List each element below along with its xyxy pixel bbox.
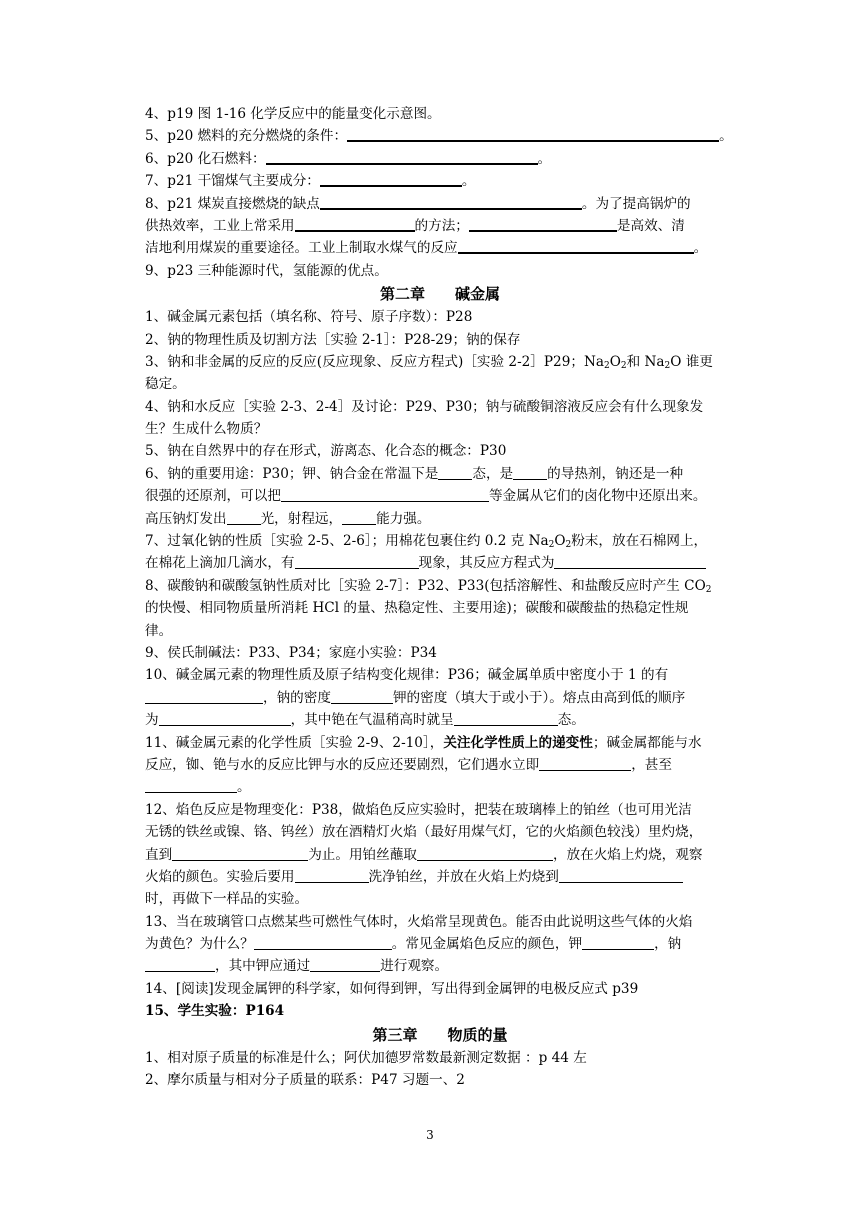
item-c1-6: 6、p20 化石燃料： 。 (145, 150, 552, 167)
item-2-12-cont4: 时，再做下一样品的实验。 (145, 891, 309, 908)
blank (254, 935, 392, 950)
item-2-12-cont: 无锈的铁丝或镍、铬、钨丝）放在酒精灯火焰（最好用煤气灯，它的火焰颜色较浅）里灼烧， (145, 824, 703, 841)
item-2-6-cont2: 高压钠灯发出 光，射程远， 能力强。 (145, 510, 431, 527)
item-c1-7: 7、p21 干馏煤气主要成分： 。 (145, 173, 476, 190)
blank (331, 689, 393, 704)
item-2-13: 13、当在玻璃管口点燃某些可燃性气体时，火焰常呈现黄色。能否由此说明这些气体的火焰 (145, 913, 693, 930)
item-2-8-cont: 的快慢、相同物质量所消耗 HCl 的量、热稳定性、主要用途)；碳酸和碳酸盐的热稳定性规 (145, 600, 689, 617)
item-c1-8-cont: 供热效率，工业上常采用 的方法； 是高效、清 (145, 217, 685, 234)
item-2-8-cont2: 律。 (145, 622, 173, 639)
item-2-8: 8、碳酸钠和碳酸氢钠性质对比［实验 2-7］：P32、P33(包括溶解性、和盐酸反应时产生 $CO_2$ (145, 577, 712, 595)
blank (145, 689, 263, 704)
blank (145, 957, 215, 972)
blank (320, 171, 462, 187)
item-c1-4: 4、p19 图 1-16 化学反应中的能量变化示意图。 (145, 106, 441, 122)
item-2-15: 15、学生实验：P164 (145, 1003, 285, 1020)
item-2-12-cont3: 火焰的颜色。实验后要用 洗净铂丝，并放在火焰上灼烧到 (145, 866, 735, 888)
item-2-5: 5、钠在自然界中的存在形式，游离态、化合态的概念：P30 (145, 443, 507, 460)
blank (539, 756, 631, 771)
blank (454, 711, 558, 726)
blank (559, 868, 683, 883)
item-2-4: 4、钠和水反应［实验 2-3、2-4］及讨论：P29、P30；钠与硫酸铜溶液反应会有什么现象发 (145, 398, 704, 415)
blank (310, 957, 380, 972)
blank (266, 149, 538, 165)
blank (417, 846, 553, 861)
item-3-1: 1、相对原子质量的标准是什么；阿伏加德罗常数最新测定数据 ：p 44 左 (145, 1049, 587, 1066)
chapter-2-title: 第二章 碱金属 (379, 285, 501, 304)
item-c1-8: 8、p21 煤炭直接燃烧的缺点 。为了提高锅炉的 (145, 195, 691, 212)
item-2-7: 7、过氧化钠的性质［实验 2-5、2-6］；用棉花包裹住约 0.2 克 $Na_2O_2$粉末，放在石棉网上， (145, 533, 708, 551)
item-2-1: 1、碱金属元素包括（填名称、符号、原子序数）：P28 (145, 309, 473, 326)
item-2-13-cont2: ，其中钾应通过 进行观察。 (145, 955, 735, 977)
blank (469, 216, 617, 232)
item-2-6-cont: 很强的还原剂，可以把 等金属从它们的卤化物中还原出来。 (145, 488, 707, 505)
item-2-11: 11、碱金属元素的化学性质［实验 2-9、2-10］，关注化学性质上的递变性；碱金属都能与水 (145, 734, 702, 751)
item-2-14: 14、[阅读]发现金属钾的科学家，如何得到钾，写出得到金属钾的电极反应式 p39 (145, 980, 639, 997)
item-2-10-cont: ，钠的密度 钾的密度（填大于或小于）。熔点由高到低的顺序 (145, 687, 735, 709)
blank (458, 238, 694, 254)
item-2-9: 9、侯氏制碱法：P33、P34；家庭小实验：P34 (145, 644, 437, 661)
blank (145, 778, 237, 793)
item-2-2: 2、钠的物理性质及切割方法［实验 2-1］：P28-29；钠的保存 (145, 331, 521, 348)
item-2-12: 12、焰色反应是物理变化：P38，做焰色反应实验时，把装在玻璃棒上的铂丝（也可用光洁 (145, 801, 692, 818)
blank (582, 935, 654, 950)
item-2-7-cont: 在棉花上滴加几滴水，有 现象，其反应方程式为 (145, 552, 735, 574)
blank (172, 846, 308, 861)
item-2-4-cont: 生？生成什么物质？ (145, 421, 268, 438)
blank (320, 194, 582, 210)
blank (159, 711, 291, 726)
item-c1-5: 5、p20 燃料的充分燃烧的条件： 。 (145, 128, 733, 145)
item-2-3: 3、钠和非金属的反应的反应(反应现象、反应方程式)［实验 2-2］P29；$Na_2O_2$和 $Na_2O$ 谁更 (145, 353, 713, 371)
item-2-11-cont: 反应，铷、铯与水的反应比钾与水的反应还要剧烈，它们遇水立即 ，甚至 (145, 756, 672, 773)
item-2-12-cont2: 直到 为止。用铂丝蘸取 ，放在火焰上灼烧，观察 (145, 846, 703, 863)
blank (295, 554, 419, 569)
item-c1-9: 9、p23 三种能源时代，氢能源的优点。 (145, 262, 388, 279)
chapter-3-title: 第三章 物质的量 (372, 1025, 508, 1044)
page-content (145, 103, 735, 1091)
item-2-10: 10、碱金属元素的物理性质及原子结构变化规律：P36；碱金属单质中密度小于 1 的有 (145, 667, 669, 684)
blank (227, 510, 261, 525)
item-c1-8-cont2: 洁地利用煤炭的重要途径。工业上制取水煤气的反应 。 (145, 240, 708, 257)
blank (347, 126, 719, 142)
item-2-11-cont2: 。 (145, 776, 735, 798)
blank (295, 216, 415, 232)
blank (438, 465, 472, 480)
blank (342, 510, 376, 525)
item-2-6: 6、钠的重要用途：P30；钾、钠合金在常温下是 态，是 的导热剂，钠还是一种 (145, 465, 684, 482)
blank (281, 487, 489, 502)
item-2-13-cont: 为黄色？为什么？ 。常见金属焰色反应的颜色，钾 ，钠 (145, 936, 682, 953)
blank (295, 868, 369, 883)
page-number: 3 (426, 1128, 434, 1142)
item-2-10-cont2: 为 ，其中铯在气温稍高时就呈 态。 (145, 712, 585, 729)
blank (554, 554, 706, 569)
item-2-3-cont: 稳定。 (145, 376, 186, 393)
item-3-2: 2、摩尔质量与相对分子质量的联系：P47 习题一、2 (145, 1072, 465, 1089)
blank (513, 465, 547, 480)
